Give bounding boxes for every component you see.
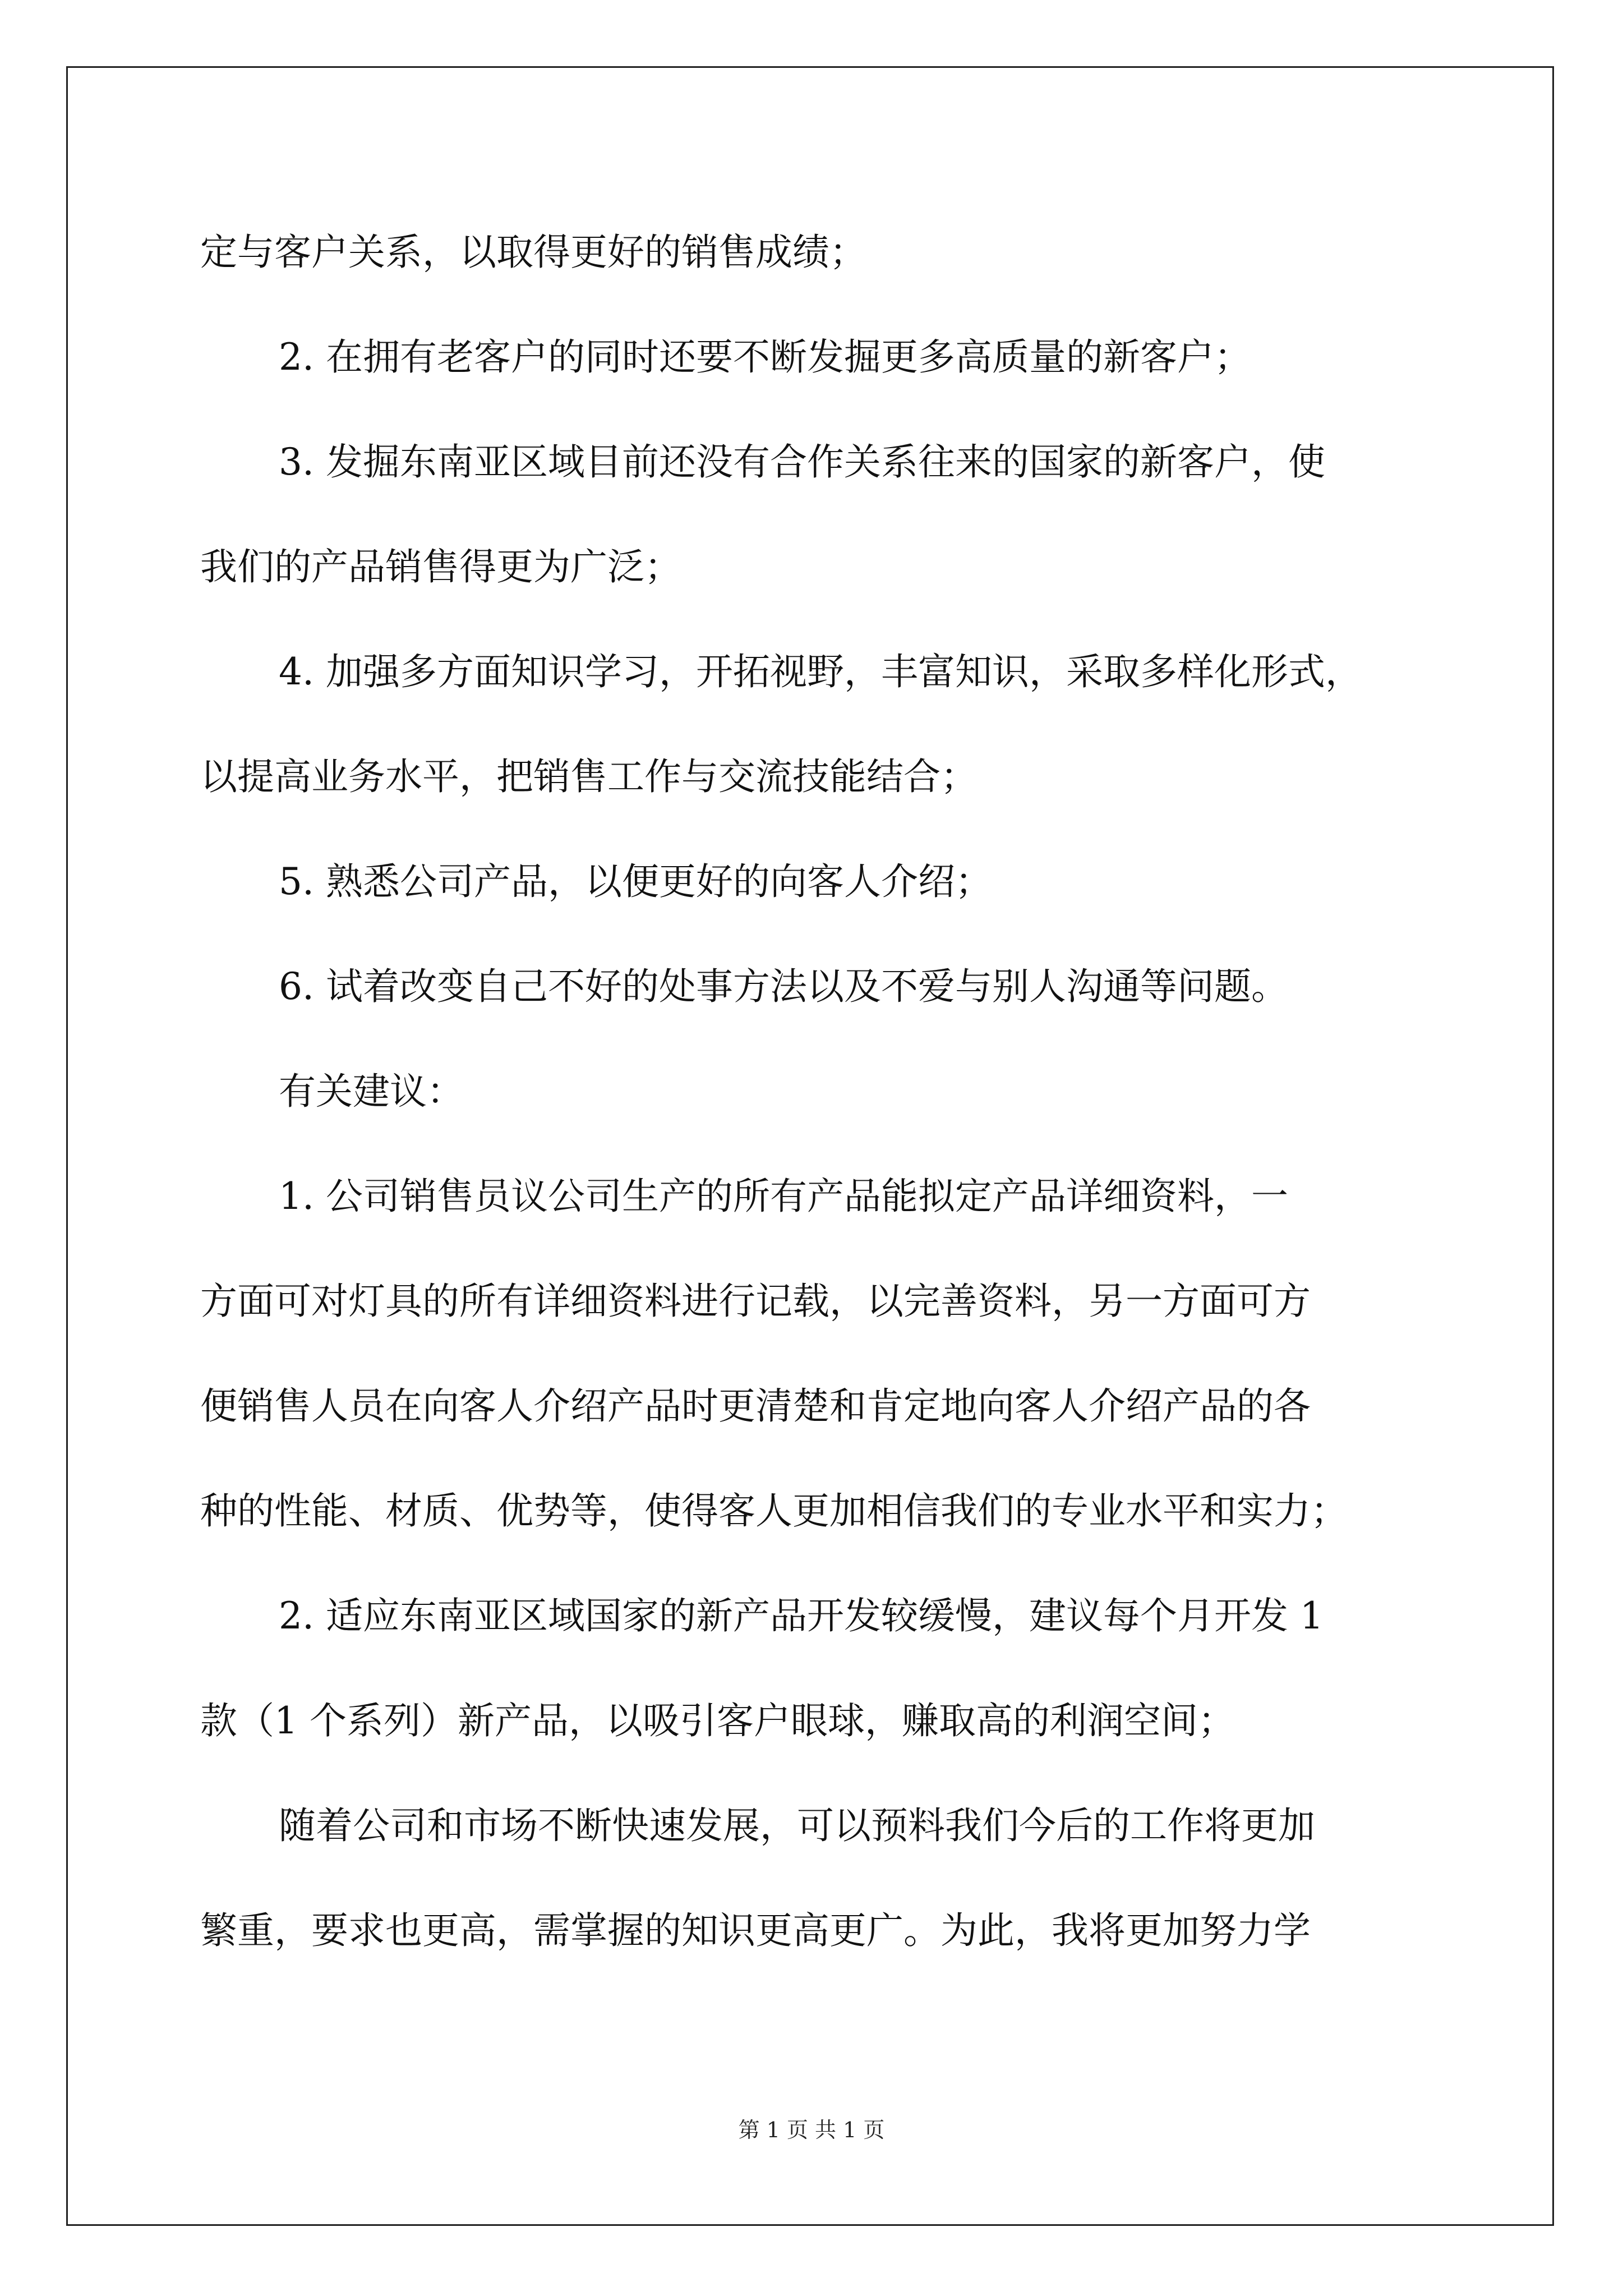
text-line: 5. 熟悉公司产品，以便更好的向客人介绍； [279, 860, 992, 903]
text-line: 2. 适应东南亚区域国家的新产品开发较缓慢，建议每个月开发 1 [279, 1594, 1324, 1637]
document-body [200, 219, 1423, 2002]
text-line: 繁重，要求也更高，需掌握的知识更高更广。为此，我将更加努力学 [200, 1909, 1311, 1952]
text-line: 1. 公司销售员议公司生产的所有产品能拟定产品详细资料，一 [279, 1175, 1288, 1218]
text-line: 方面可对灯具的所有详细资料进行记载，以完善资料，另一方面可方 [200, 1280, 1311, 1323]
text-line: 3. 发掘东南亚区域目前还没有合作关系往来的国家的新客户，使 [279, 440, 1325, 484]
text-line: 4. 加强多方面知识学习，开拓视野，丰富知识，采取多样化形式， [279, 650, 1362, 693]
text-line: 以提高业务水平，把销售工作与交流技能结合； [200, 755, 978, 798]
text-line: 便销售人员在向客人介绍产品时更清楚和肯定地向客人介绍产品的各 [200, 1384, 1311, 1428]
text-line: 随着公司和市场不断快速发展，可以预料我们今后的工作将更加 [279, 1804, 1315, 1847]
text-line: 种的性能、材质、优势等，使得客人更加相信我们的专业水平和实力； [200, 1489, 1348, 1533]
text-line: 我们的产品销售得更为广泛； [200, 545, 681, 588]
text-line: 2. 在拥有老客户的同时还要不断发掘更多高质量的新客户； [279, 335, 1251, 379]
text-line: 有关建议： [279, 1070, 464, 1113]
text-line: 6. 试着改变自己不好的处事方法以及不爱与别人沟通等问题。 [279, 965, 1288, 1008]
text-line: 定与客户关系，以取得更好的销售成绩； [200, 231, 866, 274]
page-footer: 第 1 页 共 1 页 [738, 2118, 885, 2142]
text-line: 款（1 个系列）新产品，以吸引客户眼球，赚取高的利润空间； [200, 1699, 1235, 1742]
